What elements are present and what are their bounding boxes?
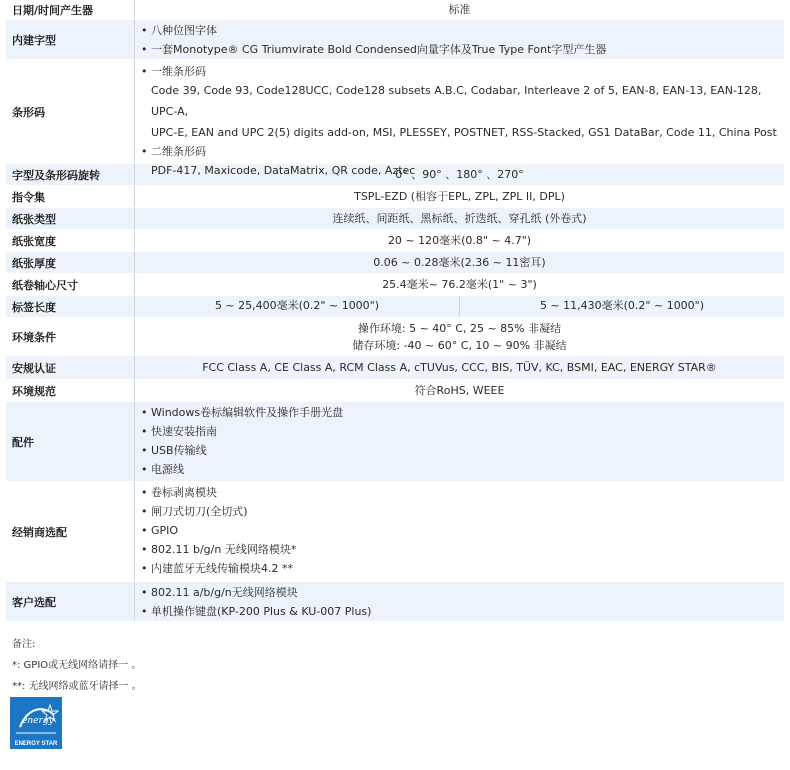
label-length-right: 5 ~ 11,430毫米(0.2" ~ 1000"): [459, 296, 784, 317]
row-value: 0° 、90° 、180° 、270°: [134, 164, 784, 185]
table-row: [6, 186, 784, 208]
row-label: 安规认证: [12, 361, 56, 375]
list-item: • 电源线: [141, 460, 778, 479]
table-row: [6, 582, 784, 622]
note-2: **: 无线网络或蓝牙请择一 。: [12, 681, 142, 692]
table-row: [6, 482, 784, 582]
row-label: 客户选配: [12, 595, 56, 609]
list-item: • Windows卷标编辑软件及操作手册光盘: [141, 403, 778, 422]
energy-star-icon: [10, 697, 62, 739]
bullet-icon: •: [141, 24, 148, 37]
row-label: 纸张宽度: [12, 234, 56, 248]
list-item: • 802.11 a/b/g/n无线网络模块: [141, 583, 778, 602]
energy-star-logo: [10, 697, 62, 749]
table-row: [6, 208, 784, 230]
list-item: • 单机操作键盘(KP-200 Plus & KU-007 Plus): [141, 602, 778, 621]
row-value: [134, 296, 784, 317]
row-value: 0.06 ~ 0.28毫米(2.36 ~ 11密耳): [134, 252, 784, 273]
list-item: • 二维条形码: [141, 145, 206, 158]
bullet-icon: •: [141, 505, 148, 518]
bullet-icon: •: [141, 524, 148, 537]
label-length-left: 5 ~ 25,400毫米(0.2" ~ 1000"): [214, 299, 380, 312]
row-label: 标签长度: [12, 300, 56, 314]
row-label: 内建字型: [12, 33, 56, 47]
row-value: FCC Class A, CE Class A, RCM Class A, cTUVus, CCC, BIS, TÜV, KC, BSMI, EAC, ENERGY STAR®: [134, 356, 784, 379]
svg-text:energy: energy: [22, 716, 54, 726]
table-row: [6, 402, 784, 482]
bullet-icon: •: [141, 425, 148, 438]
list-item: • 快速安装指南: [141, 422, 778, 441]
operating-env: 操作环境: 5 ~ 40° C, 25 ~ 85% 非凝结: [357, 322, 562, 335]
row-label: 环境条件: [12, 330, 56, 344]
row-label: 环境规范: [12, 384, 56, 398]
bullet-icon: •: [141, 145, 148, 158]
barcode-list-line: UPC-E, EAN and UPC 2(5) digits add-on, MSI, PLESSEY, POSTNET, RSS-Stacked, GS1 DataBar, Code 11, China Post: [151, 126, 777, 139]
bullet-icon: •: [141, 406, 148, 419]
notes-title: 备注:: [12, 639, 36, 650]
row-label: 指令集: [12, 190, 45, 204]
row-value: [134, 402, 784, 481]
row-label: 配件: [12, 435, 34, 449]
row-label: 经销商选配: [12, 525, 67, 539]
row-value: [134, 482, 784, 581]
table-row: [6, 318, 784, 356]
row-value: [134, 318, 784, 355]
list-item: • 一维条形码: [141, 65, 206, 78]
table-row: [6, 230, 784, 252]
barcode-list-line: Code 39, Code 93, Code128UCC, Code128 subsets A.B.C, Codabar, Interleave 2 of 5, EAN-8, EAN-13, EAN-128, UPC-A,: [151, 84, 762, 118]
bullet-icon: •: [141, 562, 148, 575]
bullet-icon: •: [141, 463, 148, 476]
bullet-icon: •: [141, 486, 148, 499]
table-row: [6, 164, 784, 186]
bullet-icon: •: [141, 586, 148, 599]
list-item: • 闸刀式切刀(全切式): [141, 502, 778, 521]
spec-table: [6, 0, 784, 622]
bullet-icon: •: [141, 543, 148, 556]
list-item: • 内建蓝牙无线传输模块4.2 **: [141, 559, 778, 578]
bullet-icon: •: [141, 605, 148, 618]
row-label: 纸卷轴心尺寸: [12, 278, 78, 292]
row-value: 25.4毫米~ 76.2毫米(1" ~ 3"): [134, 274, 784, 295]
note-1: *: GPIO或无线网络请择一 。: [12, 660, 142, 671]
barcode-list-line: PDF-417, Maxicode, DataMatrix, QR code, Aztec: [151, 164, 416, 177]
table-row: [6, 380, 784, 402]
table-row: [6, 252, 784, 274]
table-row: [6, 274, 784, 296]
row-label: 纸张厚度: [12, 256, 56, 270]
table-row: [6, 20, 784, 60]
row-label: 日期/时间产生器: [12, 3, 94, 17]
row-label: 条形码: [12, 105, 45, 119]
list-item: • 802.11 b/g/n 无线网络模块*: [141, 540, 778, 559]
row-value: 连续纸、间距纸、黑标纸、折迭纸、穿孔纸 (外卷式): [134, 208, 784, 229]
row-value: 符合RoHS, WEEE: [134, 380, 784, 401]
notes: [12, 634, 142, 697]
bullet-icon: •: [141, 43, 148, 56]
row-value: [134, 582, 784, 621]
row-value: [134, 20, 784, 59]
row-value: TSPL-EZD (相容于EPL, ZPL, ZPL II, DPL): [134, 186, 784, 207]
row-value: 标准: [134, 0, 784, 19]
energy-star-label: ENERGY STAR: [14, 741, 58, 747]
list-item: • USB传输线: [141, 441, 778, 460]
bullet-icon: •: [141, 444, 148, 457]
row-label: 字型及条形码旋转: [12, 168, 100, 182]
list-item: • GPIO: [141, 521, 778, 540]
list-item: • 卷标剥离模块: [141, 483, 778, 502]
storage-env: 储存环境: -40 ~ 60° C, 10 ~ 90% 非凝结: [352, 339, 567, 352]
row-label: 纸张类型: [12, 212, 56, 226]
row-value: 20 ~ 120毫米(0.8" ~ 4.7"): [134, 230, 784, 251]
table-row: [6, 0, 784, 20]
table-row: [6, 356, 784, 380]
table-row: [6, 296, 784, 318]
list-item: • 八种位图字体: [141, 21, 778, 40]
list-item: • 一套Monotype® CG Triumvirate Bold Condensed向量字体及True Type Font字型产生器: [141, 40, 778, 59]
bullet-icon: •: [141, 65, 148, 78]
